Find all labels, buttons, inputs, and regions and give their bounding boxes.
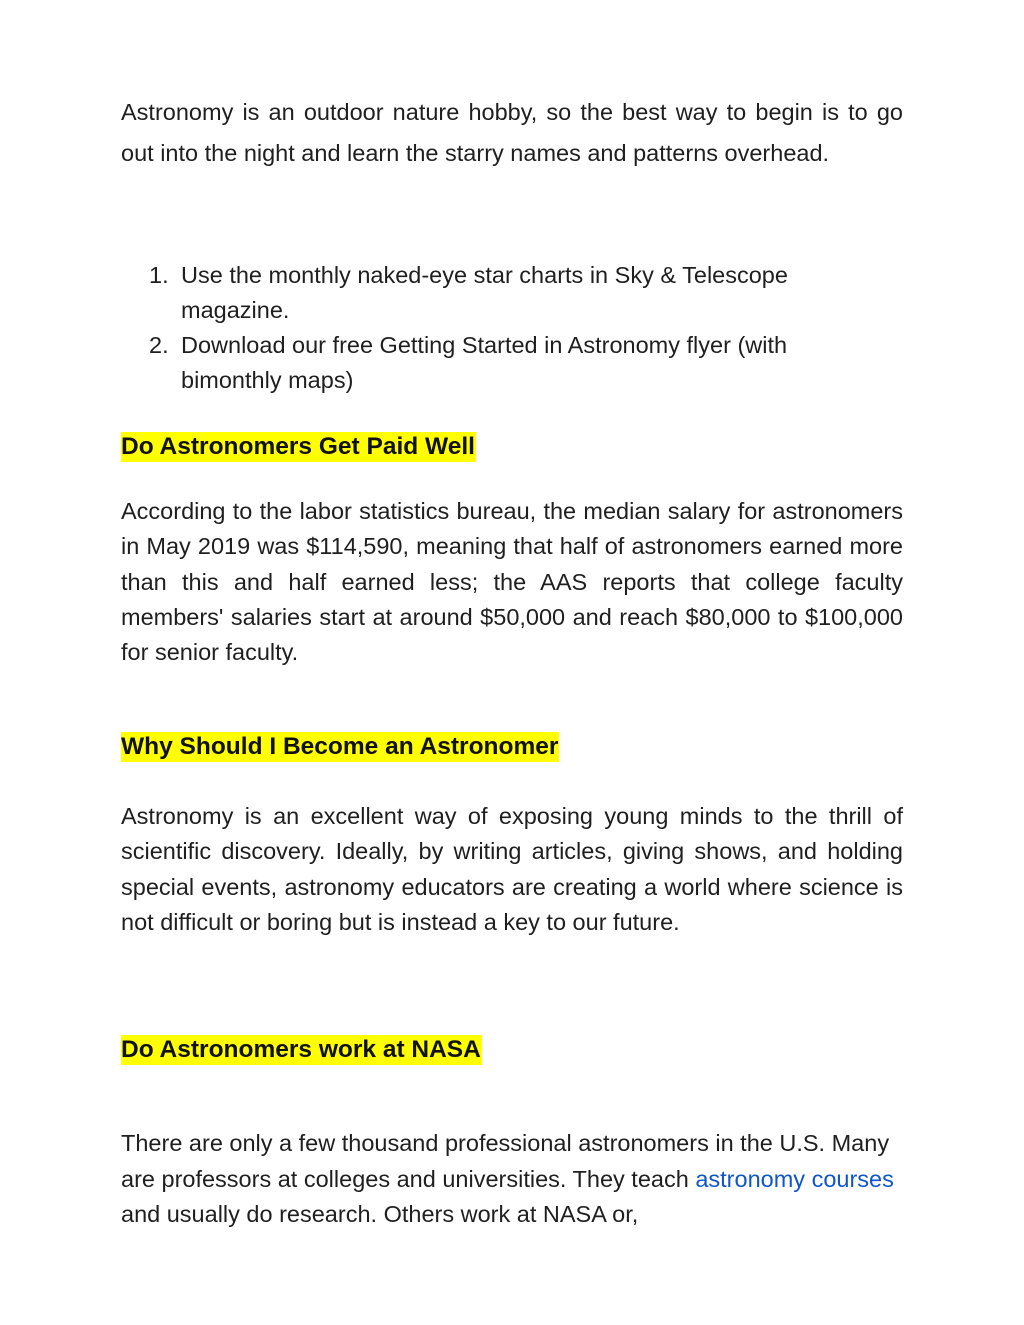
list-item-number: 2. [149,332,169,358]
intro-paragraph: Astronomy is an outdoor nature hobby, so the best way to begin is to go out into the night and learn the starry names and patterns overhead. [121,99,903,166]
section-body-paid: According to the labor statistics bureau, the median salary for astronomers in May 2019 was $114,590, meaning that half of astronomers earned more than this and half earned less; the AAS reports that college faculty members' salaries start at around $50,000 and reach $80,000 to $100,000 for senior faculty. [121,498,903,666]
document-page [121,0,903,1325]
body-text-before-link: There are only a few thousand professional astronomers in the U.S. Many are professors at colleges and universities. They teach [121,1130,890,1192]
highlighted-heading-text: Why Should I Become an Astronomer [121,733,559,760]
steps-list [121,258,903,398]
list-item-number: 1. [149,262,169,288]
body-text-after-link: and usually do research. Others work at NASA or, [121,1201,639,1227]
list-item [121,258,841,328]
section-body-why: Astronomy is an excellent way of exposing young minds to the thrill of scientific discovery. Ideally, by writing articles, giving shows, and holding special events, astronomy educators are creating a world where science is not difficult or boring but is instead a key to our future. [121,803,903,935]
list-item [121,328,841,398]
list-item-text: Use the monthly naked-eye star charts in Sky & Telescope magazine. [181,262,788,323]
astronomy-courses-link[interactable]: astronomy courses [695,1165,894,1192]
section-body-nasa [121,1126,903,1233]
section-heading-paid [121,430,476,464]
highlighted-heading-text: Do Astronomers Get Paid Well [121,433,475,460]
section-heading-nasa [121,1033,482,1067]
section-heading-why [121,730,559,764]
highlighted-heading-text: Do Astronomers work at NASA [121,1036,481,1063]
list-item-text: Download our free Getting Started in Astronomy flyer (with bimonthly maps) [181,332,788,393]
